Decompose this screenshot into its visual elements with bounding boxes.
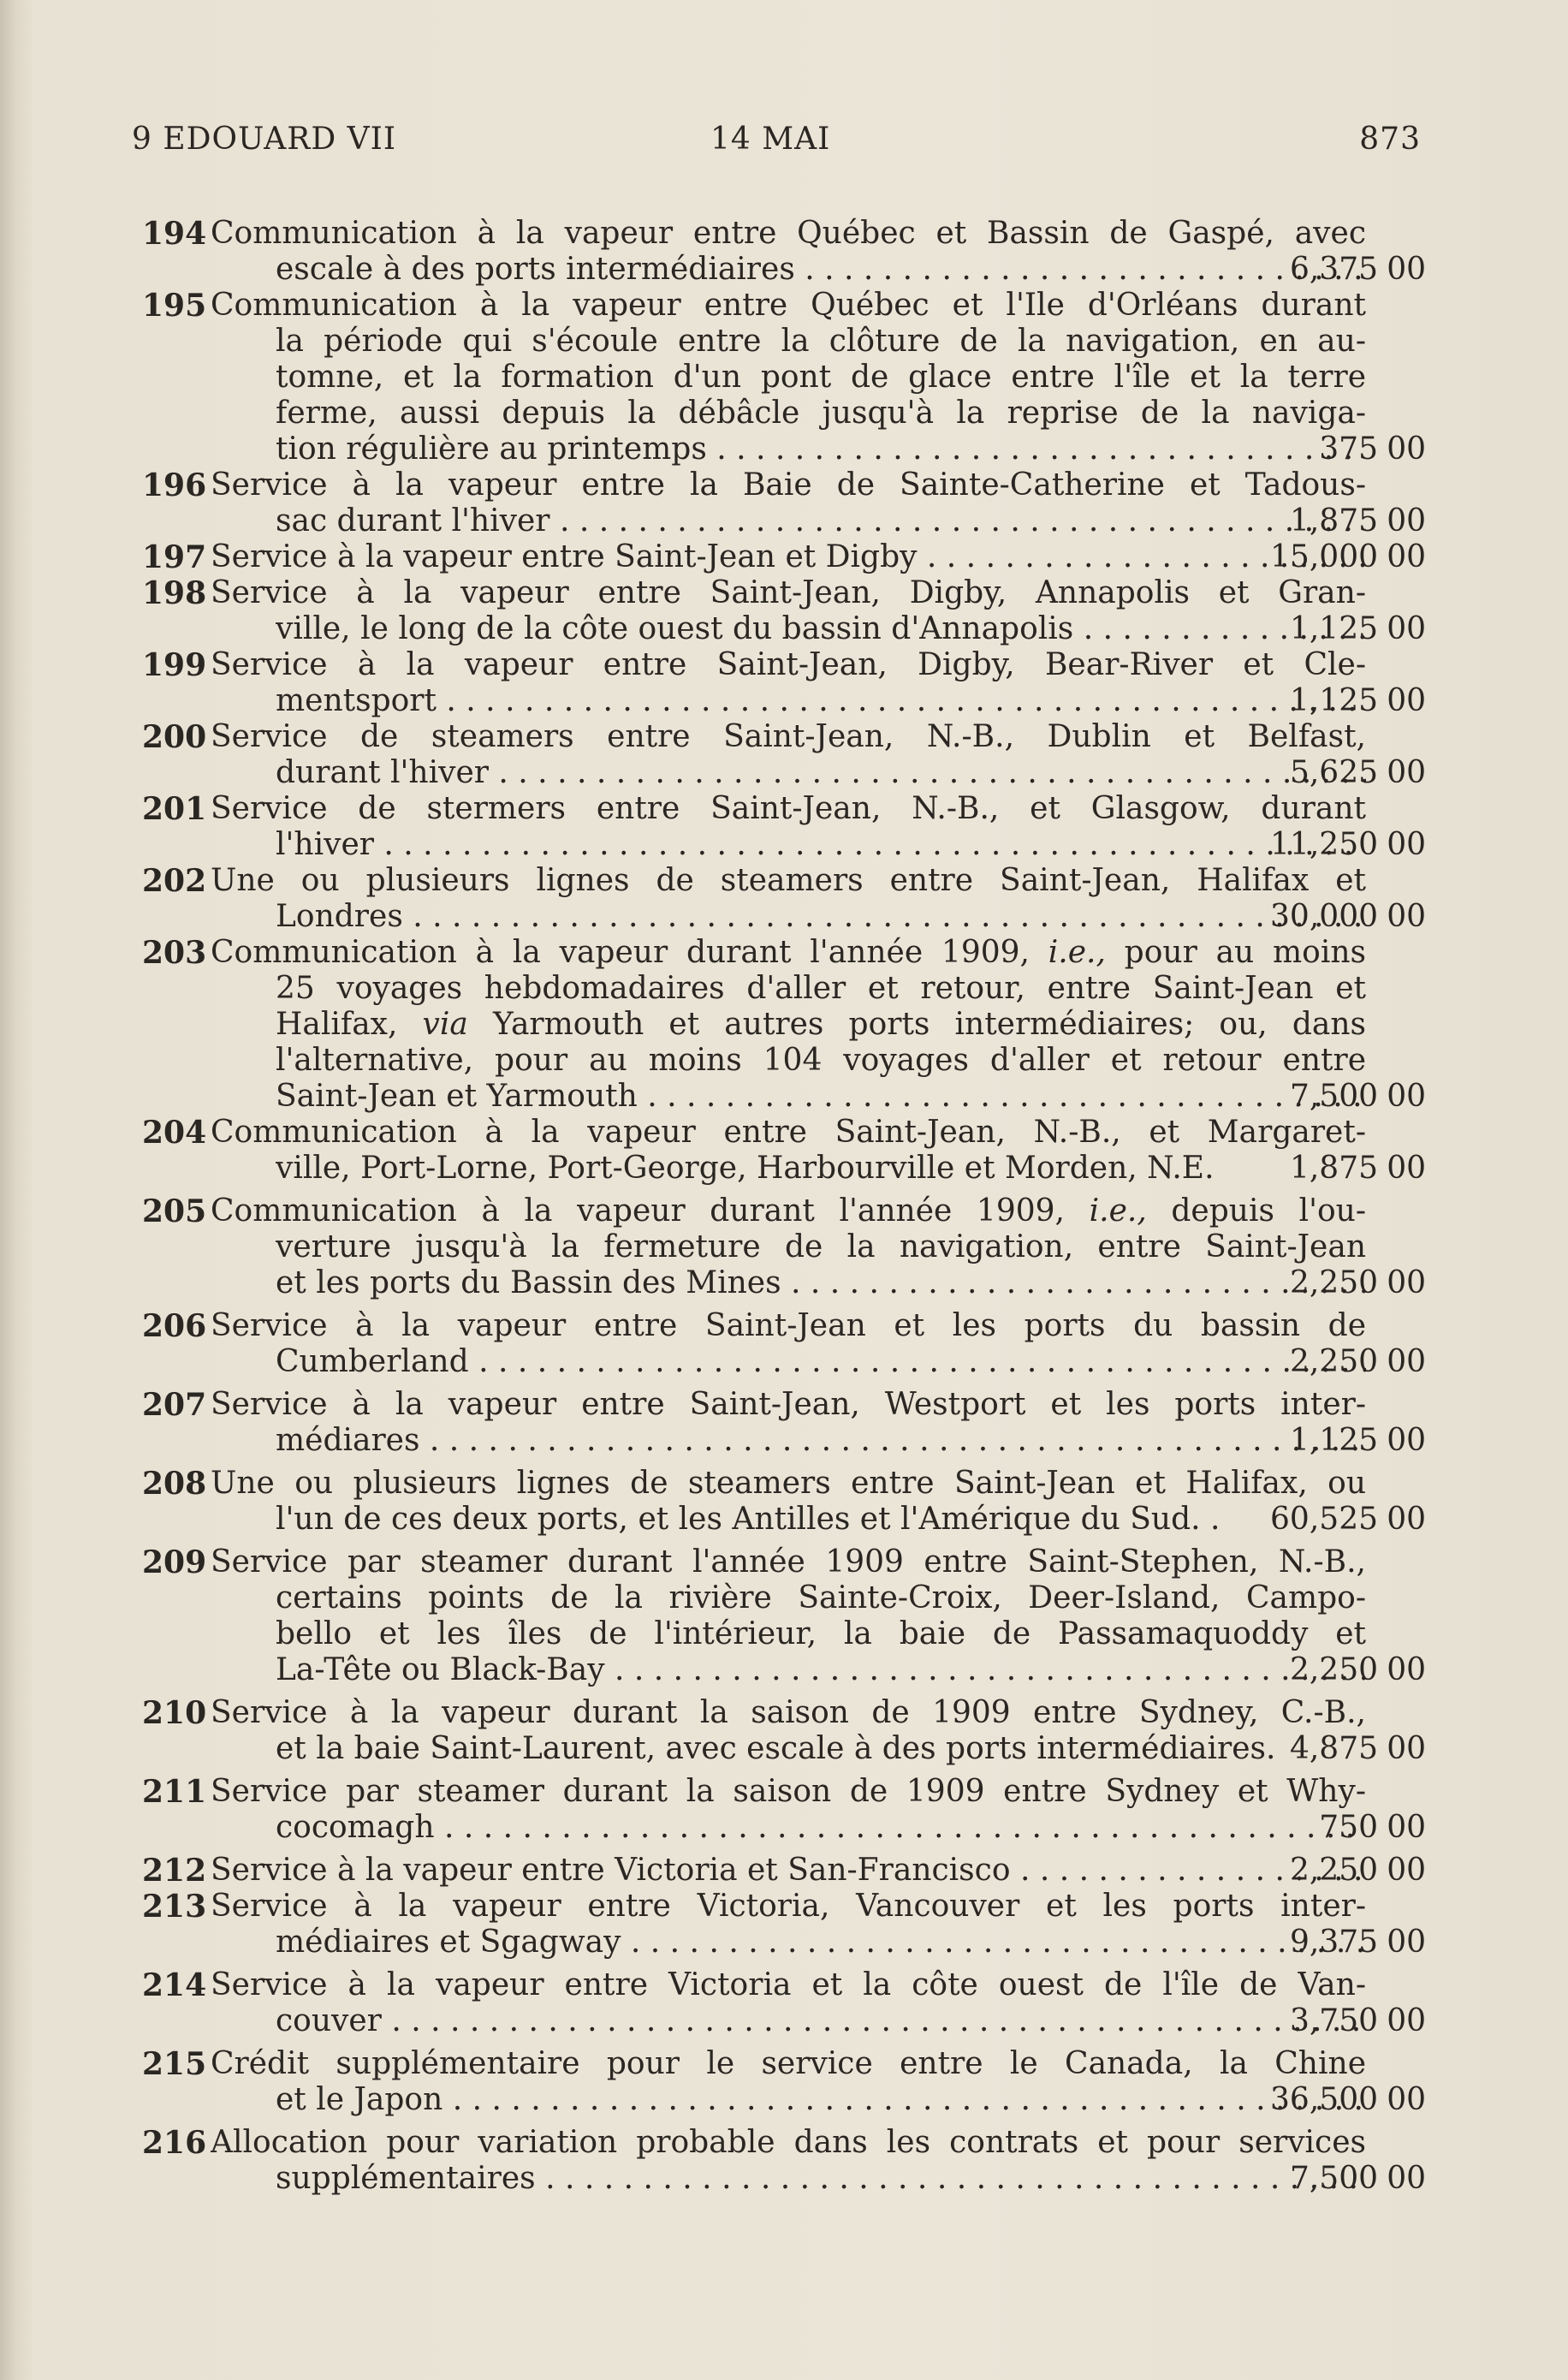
amount-dollars: 4,875 [1289,1731,1378,1766]
item-amount [1238,1151,1426,1187]
amount-dollars: 750 [1319,1810,1378,1845]
amount-dollars: 11,250 [1270,827,1378,862]
item-text-line: Communication à la vapeur entre Saint-Jean, N.-B., et Margaret- [211,1115,1366,1150]
item-number: 198 [142,575,207,611]
item-text-line: Allocation pour variation probable dans les contrats et pour services [211,2125,1366,2160]
amount-cents: 00 [1387,252,1426,287]
item-text-line: bello et les îles de l'intérieur, la baie de Passamaquoddy et [276,1616,1366,1651]
item-number: 216 [142,2125,207,2161]
item-text-line: Service à la vapeur entre la Baie de Sainte-Catherine et Tadous- [211,467,1366,503]
appropriation-item [142,539,1426,575]
amount-cents: 00 [1387,1079,1426,1114]
amount-cents: 00 [1387,539,1426,574]
item-text-line: la période qui s'écoule entre la clôture de la navigation, en au- [276,324,1366,359]
appropriation-item [142,1544,1426,1688]
item-text-line: Service à la vapeur durant la saison de 1909 entre Sydney, C.-B., [211,1695,1366,1730]
amount-cents: 00 [1387,1731,1426,1766]
item-text-line: Service à la vapeur entre Victoria et la côte ouest de l'île de Van- [211,1967,1366,2002]
item-text-line: sac durant l'hiver . . . [276,503,1366,539]
item-amount [1238,827,1426,863]
item-text-line: médiares . . . [276,1423,1366,1459]
amount-cents: 00 [1387,1265,1426,1300]
item-text-line: et le Japon . . . [276,2082,1366,2118]
item-text-line: Londres . . . [276,899,1366,935]
item-text-line: Service à la vapeur entre Saint-Jean et Digby . . . [211,539,1366,575]
appropriation-item [142,467,1426,539]
item-amount [1238,431,1426,467]
item-number: 195 [142,288,207,324]
amount-cents: 00 [1387,755,1426,790]
item-text-line: supplémentaires . . . [276,2161,1366,2197]
amount-cents: 00 [1387,1344,1426,1379]
amount-cents: 00 [1387,1925,1426,1960]
item-amount [1238,611,1426,647]
item-amount [1238,2003,1426,2039]
appropriation-item [142,647,1426,719]
item-text-line: Service à la vapeur entre Victoria et San-Francisco . . . [211,1853,1366,1889]
amount-cents: 00 [1387,683,1426,718]
amount-dollars: 3,750 [1289,2003,1378,2038]
appropriation-item [142,1387,1426,1459]
appropriation-item [142,1853,1426,1889]
amount-dollars: 30,000 [1270,899,1378,934]
amount-dollars: 2,250 [1289,1344,1378,1379]
item-text-line: couver . . . [276,2003,1366,2039]
item-text-line: Une ou plusieurs lignes de steamers entre Saint-Jean et Halifax, ou [211,1466,1366,1501]
item-amount [1238,503,1426,539]
item-text-line: Service à la vapeur entre Saint-Jean, Westport et les ports inter- [211,1387,1366,1422]
header-session: 9 EDOUARD VII [132,122,397,157]
item-number: 209 [142,1544,207,1580]
appropriation-item [142,1889,1426,1961]
item-text-line: verture jusqu'à la fermeture de la navigation, entre Saint-Jean [276,1229,1366,1264]
item-number: 212 [142,1853,207,1889]
amount-cents: 00 [1387,2161,1426,2196]
item-text-line: Communication à la vapeur durant l'année 1909, i.e., pour au moins [211,935,1366,970]
item-text-line: Communication à la vapeur entre Québec et l'Ile d'Orléans durant [211,288,1366,323]
appropriation-item [142,1466,1426,1538]
item-text-line: l'alternative, pour au moins 104 voyages d'aller et retour entre [276,1043,1366,1078]
item-text-line: l'hiver . . . [276,827,1366,863]
amount-cents: 00 [1387,431,1426,467]
item-text-line: Crédit supplémentaire pour le service entre le Canada, la Chine [211,2046,1366,2081]
appropriation-item [142,1308,1426,1380]
item-text-line: Service à la vapeur entre Saint-Jean, Digby, Annapolis et Gran- [211,575,1366,610]
amount-cents: 00 [1387,1853,1426,1888]
item-text-line: ville, le long de la côte ouest du bassin d'Annapolis . . . [276,611,1366,647]
amount-dollars: 2,250 [1289,1853,1378,1888]
item-amount [1238,2082,1426,2118]
item-number: 199 [142,647,207,683]
amount-cents: 00 [1387,1652,1426,1687]
appropriation-item [142,791,1426,863]
amount-cents: 00 [1387,1810,1426,1845]
appropriation-item [142,1695,1426,1767]
item-amount [1238,899,1426,935]
amount-cents: 00 [1387,2082,1426,2117]
item-text-line: tomne, et la formation d'un pont de glace entre l'île et la terre [276,360,1366,395]
amount-cents: 00 [1387,1423,1426,1458]
amount-dollars: 1,125 [1289,1423,1378,1458]
item-text-line: La-Tête ou Black-Bay . . . [276,1652,1366,1688]
item-number: 213 [142,1889,207,1925]
item-amount [1238,1265,1426,1301]
item-text-line: escale à des ports intermédiaires . . . [276,252,1366,288]
amount-dollars: 6,375 [1289,252,1378,287]
amount-dollars: 2,250 [1289,1265,1378,1300]
amount-dollars: 5,625 [1289,755,1378,790]
item-text-line: Cumberland . . . [276,1344,1366,1380]
item-number: 201 [142,791,207,827]
appropriation-item [142,2046,1426,2118]
amount-dollars: 7,500 [1289,1079,1378,1114]
item-text-line: Une ou plusieurs lignes de steamers entre Saint-Jean, Halifax et [211,863,1366,898]
amount-dollars: 7,500 [1289,2161,1378,2196]
item-text-line: Saint-Jean et Yarmouth . . . [276,1079,1366,1115]
appropriation-item [142,288,1426,467]
item-text-line: cocomagh . . . [276,1810,1366,1846]
header-date: 14 MAI [710,122,831,157]
item-amount [1238,1502,1426,1538]
item-text-line: ferme, aussi depuis la débâcle jusqu'à la reprise de la naviga- [276,396,1366,431]
amount-cents: 00 [1387,503,1426,538]
item-number: 197 [142,539,207,575]
item-text-line: 25 voyages hebdomadaires d'aller et retour, entre Saint-Jean et [276,971,1366,1006]
item-text-line: Service par steamer durant l'année 1909 entre Saint-Stephen, N.-B., [211,1544,1366,1580]
amount-dollars: 9,375 [1289,1925,1378,1960]
item-text-line: Service par steamer durant la saison de 1909 entre Sydney et Why- [211,1774,1366,1809]
amount-dollars: 1,875 [1289,1151,1378,1186]
appropriation-item [142,1774,1426,1846]
appropriation-item [142,1193,1426,1301]
appropriation-item [142,216,1426,288]
appropriation-item [142,935,1426,1115]
amount-dollars: 2,250 [1289,1652,1378,1687]
appropriation-item [142,575,1426,647]
appropriation-item [142,1967,1426,2039]
item-number: 202 [142,863,207,899]
item-number: 204 [142,1115,207,1151]
amount-dollars: 60,525 [1270,1502,1378,1537]
item-number: 205 [142,1193,207,1229]
item-number: 196 [142,467,207,503]
item-amount [1238,1731,1426,1767]
item-text-line: Service à la vapeur entre Saint-Jean et les ports du bassin de [211,1308,1366,1343]
item-number: 215 [142,2046,207,2082]
item-number: 207 [142,1387,207,1423]
item-amount [1238,1423,1426,1459]
amount-dollars: 1,875 [1289,503,1378,538]
amount-cents: 00 [1387,1151,1426,1186]
amount-cents: 00 [1387,899,1426,934]
item-amount [1238,1853,1426,1889]
item-text-line: Halifax, via Yarmouth et autres ports intermédiaires; ou, dans [276,1007,1366,1042]
item-text-line: Service de stermers entre Saint-Jean, N.-B., et Glasgow, durant [211,791,1366,826]
amount-cents: 00 [1387,2003,1426,2038]
item-text-line: médiaires et Sgagway . . . [276,1925,1366,1961]
item-text-line: l'un de ces deux ports, et les Antilles et l'Amérique du Sud. . [276,1502,1221,1537]
appropriation-list [142,216,1426,2197]
item-number: 194 [142,216,207,252]
item-text-line: Communication à la vapeur durant l'année 1909, i.e., depuis l'ou- [211,1193,1366,1229]
item-text-line: durant l'hiver . . . [276,755,1366,791]
item-amount [1238,683,1426,719]
item-amount [1238,1810,1426,1846]
amount-cents: 00 [1387,1502,1426,1537]
item-amount [1238,539,1426,575]
item-text-line: certains points de la rivière Sainte-Croix, Deer-Island, Campo- [276,1580,1366,1615]
item-text-line: Service à la vapeur entre Victoria, Vancouver et les ports inter- [211,1889,1366,1924]
appropriation-item [142,719,1426,791]
amount-dollars: 1,125 [1289,611,1378,646]
item-amount [1238,755,1426,791]
item-amount [1238,2161,1426,2197]
amount-dollars: 1,125 [1289,683,1378,718]
amount-dollars: 36,500 [1270,2082,1378,2117]
item-number: 200 [142,719,207,755]
item-number: 214 [142,1967,207,2003]
item-text-line: Service de steamers entre Saint-Jean, N.-B., Dublin et Belfast, [211,719,1366,754]
item-text-line: Service à la vapeur entre Saint-Jean, Digby, Bear-River et Cle- [211,647,1366,682]
appropriation-item [142,2125,1426,2197]
item-number: 208 [142,1466,207,1502]
amount-cents: 00 [1387,827,1426,862]
item-text-line: et la baie Saint-Laurent, avec escale à des ports intermédiaires. [276,1731,1276,1766]
item-text-line: mentsport . . . [276,683,1366,719]
item-text-line: et les ports du Bassin des Mines . . . [276,1265,1366,1301]
item-amount [1238,252,1426,288]
page-header [128,122,1421,164]
item-text-line: ville, Port-Lorne, Port-George, Harbourville et Morden, N.E. [276,1151,1215,1186]
item-amount [1238,1925,1426,1961]
item-number: 210 [142,1695,207,1731]
item-amount [1238,1344,1426,1380]
appropriation-item [142,1115,1426,1187]
item-text-line: Communication à la vapeur entre Québec et Bassin de Gaspé, avec [211,216,1366,251]
amount-dollars: 15,000 [1270,539,1378,574]
amount-dollars: 375 [1319,431,1378,467]
page-number: 873 [1359,122,1421,157]
appropriation-item [142,863,1426,935]
item-amount [1238,1652,1426,1688]
item-number: 206 [142,1308,207,1344]
amount-cents: 00 [1387,611,1426,646]
item-amount [1238,1079,1426,1115]
item-text-line: tion régulière au printemps . . . [276,431,1366,467]
item-number: 211 [142,1774,207,1810]
item-number: 203 [142,935,207,971]
